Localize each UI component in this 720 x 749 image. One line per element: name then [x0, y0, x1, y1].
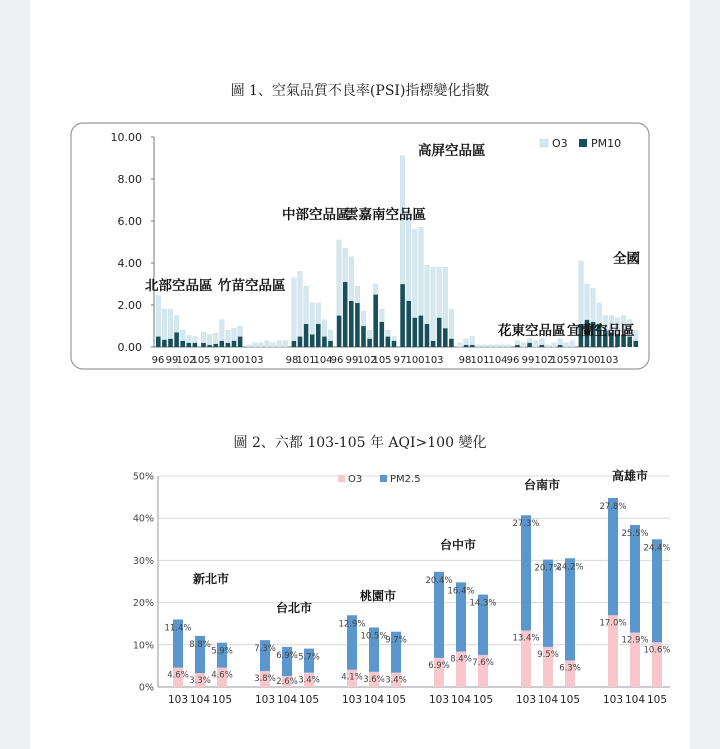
o3-bar [507, 345, 512, 347]
o3-bar [355, 286, 360, 303]
pm25-bar [565, 558, 575, 660]
pm10-bar [162, 340, 167, 347]
o3-bar [406, 211, 411, 301]
o3-bar [271, 343, 276, 347]
o3-data-label: 13.4% [512, 633, 540, 644]
x-tick-label: 103 [341, 694, 363, 706]
pm10-bar [232, 341, 237, 347]
y-tick-label: 8.00 [117, 173, 142, 186]
legend-o3-swatch [338, 475, 345, 482]
o3-bar [488, 345, 493, 347]
x-tick-label: 105 [298, 694, 320, 706]
pm10-bar [187, 343, 192, 347]
x-tick-label: 103 [244, 355, 264, 366]
region-label: 中部空品區 [282, 207, 350, 223]
o3-data-label: 10.6% [643, 645, 671, 656]
city-label: 台中市 [439, 538, 477, 552]
pm10-bar [322, 337, 327, 348]
pm25-data-label: 5.7% [298, 652, 320, 663]
o3-bar [597, 303, 602, 324]
o3-bar [373, 284, 378, 295]
pm25-data-label: 5.9% [211, 646, 233, 657]
pm25-data-label: 7.3% [254, 644, 276, 655]
pm10-bar [449, 339, 454, 347]
city-label: 台北市 [275, 601, 313, 615]
x-tick-label: 104 [189, 694, 211, 706]
o3-data-label: 3.4% [385, 675, 407, 686]
pm10-bar [380, 322, 385, 347]
figure-1-title: 圖 1、空氣品質不良率(PSI)指標變化指數 [230, 83, 490, 99]
pm10-bar [367, 339, 372, 347]
x-tick-label: 103 [602, 694, 624, 706]
o3-bar [527, 339, 532, 343]
o3-bar [168, 309, 173, 338]
o3-bar [476, 345, 481, 347]
o3-bar [482, 345, 487, 347]
pm25-data-label: 24.4% [643, 543, 671, 554]
pm10-bar [425, 324, 430, 347]
o3-bar [386, 330, 391, 336]
region-label: 宜蘭空品區 [567, 323, 635, 339]
x-tick-label: 99 [165, 355, 179, 366]
aqi-stacked-bar-chart [100, 458, 680, 726]
o3-bar [464, 339, 469, 345]
o3-bar [443, 267, 448, 328]
o3-bar [343, 248, 348, 282]
pm25-data-label: 10.5% [360, 631, 388, 642]
o3-bar [431, 267, 436, 341]
pm10-bar [386, 337, 391, 348]
x-tick-label: 104 [488, 355, 508, 366]
o3-bar [470, 337, 475, 345]
o3-bar [349, 257, 354, 301]
o3-bar [419, 227, 424, 315]
o3-bar [220, 320, 225, 341]
x-tick-label: 102 [357, 355, 377, 366]
o3-bar [207, 334, 212, 345]
o3-data-label: 3.3% [189, 676, 211, 687]
o3-data-label: 6.9% [428, 660, 450, 671]
pm25-data-label: 27.3% [512, 519, 540, 530]
o3-bar [425, 265, 430, 324]
o3-bar [437, 267, 442, 317]
o3-bar [570, 341, 575, 347]
pm10-bar [226, 343, 231, 347]
pm10-bar [355, 303, 360, 347]
region-label: 花東空品區 [498, 323, 566, 339]
o3-bar [193, 337, 198, 343]
pm25-data-label: 25.5% [621, 528, 649, 539]
pm25-bar [608, 498, 618, 615]
o3-bar [533, 341, 538, 347]
pm10-bar [431, 341, 436, 347]
pm25-bar [521, 515, 531, 630]
y-tick-label: 10% [132, 640, 154, 652]
pm10-bar [174, 332, 179, 347]
o3-bar [213, 333, 218, 344]
pm10-bar [413, 318, 418, 347]
pm25-data-label: 16.4% [447, 586, 475, 597]
o3-bar [328, 330, 333, 341]
x-tick-label: 105 [372, 355, 392, 366]
pm10-bar [437, 318, 442, 347]
o3-bar [292, 278, 297, 341]
o3-bar [367, 330, 372, 338]
o3-bar [174, 316, 179, 333]
pm25-data-label: 24.2% [556, 562, 584, 573]
x-tick-label: 104 [624, 694, 646, 706]
o3-bar [558, 339, 563, 345]
x-tick-label: 97 [213, 355, 227, 366]
o3-data-label: 17.0% [599, 618, 627, 629]
city-label: 高雄市 [611, 469, 649, 483]
x-tick-label: 105 [191, 355, 211, 366]
o3-bar [187, 335, 192, 342]
region-label: 竹苗空品區 [218, 278, 286, 294]
x-tick-label: 103 [254, 694, 276, 706]
pm10-bar [361, 326, 366, 347]
pm25-data-label: 20.4% [425, 575, 453, 586]
pm25-data-label: 14.3% [469, 598, 497, 609]
legend-pm10-label: PM10 [591, 137, 622, 150]
pm25-data-label: 6.9% [276, 650, 298, 661]
y-tick-label: 4.00 [117, 257, 142, 270]
x-tick-label: 105 [559, 694, 581, 706]
pm10-bar [304, 324, 309, 347]
o3-bar [246, 345, 251, 347]
x-tick-label: 102 [176, 355, 196, 366]
x-tick-label: 100 [225, 355, 245, 366]
legend-o3-label: O3 [348, 474, 363, 485]
o3-bar [201, 332, 206, 343]
x-tick-label: 105 [211, 694, 233, 706]
pm10-bar [328, 341, 333, 347]
pm10-bar [337, 316, 342, 348]
o3-bar [277, 341, 282, 347]
pm25-data-label: 20.7% [534, 563, 562, 574]
o3-bar [162, 309, 167, 339]
x-tick-label: 99 [345, 355, 359, 366]
o3-bar [238, 326, 243, 337]
pm10-bar [213, 344, 218, 347]
pm10-bar [406, 301, 411, 347]
pm10-bar [201, 343, 206, 347]
pm10-bar [400, 284, 405, 347]
legend-o3-label: O3 [552, 137, 568, 150]
pm10-bar [443, 328, 448, 347]
pm10-bar [298, 337, 303, 348]
y-tick-label: 30% [132, 555, 154, 567]
o3-bar [337, 240, 342, 316]
o3-bar [322, 320, 327, 337]
pm25-data-label: 8.8% [189, 639, 211, 650]
x-tick-label: 98 [458, 355, 472, 366]
y-tick-label: 0% [138, 682, 154, 694]
o3-bar [298, 271, 303, 336]
o3-bar [316, 303, 321, 324]
x-tick-label: 104 [363, 694, 385, 706]
region-label: 北部空品區 [145, 278, 213, 294]
pm10-bar [349, 301, 354, 347]
o3-data-label: 7.6% [472, 657, 494, 668]
o3-bar [232, 328, 237, 341]
y-tick-label: 50% [132, 471, 154, 483]
legend-pm10-swatch [579, 139, 587, 147]
x-tick-label: 105 [550, 355, 570, 366]
x-tick-label: 105 [646, 694, 668, 706]
o3-data-label: 4.6% [211, 670, 233, 681]
pm10-bar [558, 345, 563, 347]
region-label: 全國 [613, 251, 640, 267]
o3-bar [515, 341, 520, 345]
x-tick-label: 103 [424, 355, 444, 366]
o3-bar [564, 343, 569, 347]
pm10-bar [634, 341, 639, 347]
o3-bar [226, 330, 231, 343]
x-tick-label: 103 [428, 694, 450, 706]
city-label: 新北市 [192, 572, 230, 586]
o3-data-label: 4.6% [167, 670, 189, 681]
region-label: 雲嘉南空品區 [345, 207, 426, 223]
legend-pm25-swatch [380, 475, 387, 482]
x-tick-label: 102 [534, 355, 554, 366]
o3-bar [579, 261, 584, 324]
o3-bar [500, 345, 505, 347]
x-tick-label: 104 [450, 694, 472, 706]
o3-bar [521, 343, 526, 347]
o3-data-label: 3.8% [254, 673, 276, 684]
o3-bar [585, 284, 590, 320]
pm10-bar [464, 345, 469, 347]
y-tick-label: 10.00 [110, 131, 142, 144]
pm10-bar [156, 337, 161, 348]
x-tick-label: 97 [393, 355, 407, 366]
o3-data-label: 2.6% [276, 677, 298, 687]
pm10-bar [392, 341, 397, 347]
x-tick-label: 103 [599, 355, 619, 366]
pm10-bar [220, 341, 225, 347]
x-tick-label: 96 [506, 355, 520, 366]
x-tick-label: 97 [569, 355, 583, 366]
y-tick-label: 40% [132, 513, 154, 525]
x-tick-label: 98 [285, 355, 299, 366]
o3-bar [540, 339, 545, 345]
pm10-bar [310, 334, 315, 347]
y-tick-label: 2.00 [117, 299, 142, 312]
x-tick-label: 101 [296, 355, 316, 366]
o3-data-label: 3.6% [363, 674, 385, 685]
o3-bar [361, 311, 366, 326]
psi-stacked-bar-chart [70, 122, 650, 370]
o3-bar [591, 288, 596, 322]
o3-bar [449, 309, 454, 338]
city-label: 台南市 [523, 478, 561, 492]
o3-bar [283, 341, 288, 347]
x-tick-label: 104 [537, 694, 559, 706]
x-tick-label: 104 [276, 694, 298, 706]
pm10-bar [515, 345, 520, 347]
figure-2-title: 圖 2、六都 103-105 年 AQI>100 變化 [233, 435, 487, 451]
city-label: 桃園市 [359, 589, 397, 603]
o3-bar [392, 337, 397, 341]
y-tick-label: 20% [132, 598, 154, 610]
pm25-data-label: 9.7% [385, 635, 407, 646]
region-label: 高屏空品區 [418, 143, 486, 159]
document-page [30, 0, 690, 749]
pm25-bar [630, 525, 640, 633]
o3-bar [253, 343, 258, 347]
o3-bar [380, 309, 385, 322]
o3-bar [180, 330, 185, 341]
pm10-bar [470, 345, 475, 347]
x-tick-label: 105 [472, 694, 494, 706]
pm10-bar [540, 345, 545, 347]
o3-bar [265, 341, 270, 347]
o3-data-label: 6.3% [559, 663, 581, 674]
x-tick-label: 100 [581, 355, 601, 366]
o3-bar [310, 303, 315, 335]
o3-bar [546, 345, 551, 347]
pm25-data-label: 27.8% [599, 501, 627, 512]
o3-bar [494, 345, 499, 347]
o3-data-label: 9.5% [537, 649, 559, 660]
pm10-bar [373, 295, 378, 348]
pm10-bar [168, 339, 173, 347]
o3-bar [259, 343, 264, 347]
o3-bar [304, 286, 309, 324]
x-tick-label: 100 [405, 355, 425, 366]
x-tick-label: 96 [330, 355, 344, 366]
o3-bar [458, 343, 463, 347]
pm10-bar [180, 341, 185, 347]
y-tick-label: 6.00 [117, 215, 142, 228]
pm25-data-label: 11.4% [164, 623, 192, 634]
o3-bar [413, 229, 418, 317]
o3-data-label: 8.4% [450, 654, 472, 665]
pm10-bar [238, 337, 243, 348]
o3-data-label: 4.1% [341, 672, 363, 683]
pm10-bar [343, 282, 348, 347]
pm10-bar [207, 345, 212, 347]
x-tick-label: 96 [151, 355, 165, 366]
pm25-data-label: 12.9% [338, 619, 366, 630]
legend-o3-swatch [540, 139, 548, 147]
x-tick-label: 105 [385, 694, 407, 706]
o3-bar [552, 343, 557, 347]
pm10-bar [316, 324, 321, 347]
pm10-bar [292, 341, 297, 347]
x-tick-label: 103 [167, 694, 189, 706]
o3-bar [156, 296, 161, 337]
x-tick-label: 104 [313, 355, 333, 366]
y-tick-label: 0.00 [117, 341, 142, 354]
o3-data-label: 3.4% [298, 675, 320, 686]
x-tick-label: 99 [521, 355, 535, 366]
pm10-bar [193, 343, 198, 347]
x-tick-label: 103 [515, 694, 537, 706]
x-tick-label: 101 [470, 355, 490, 366]
pm10-bar [527, 343, 532, 347]
o3-data-label: 12.9% [621, 635, 649, 646]
pm25-bar [652, 539, 662, 642]
legend-pm25-label: PM2.5 [390, 474, 421, 485]
pm10-bar [419, 316, 424, 348]
